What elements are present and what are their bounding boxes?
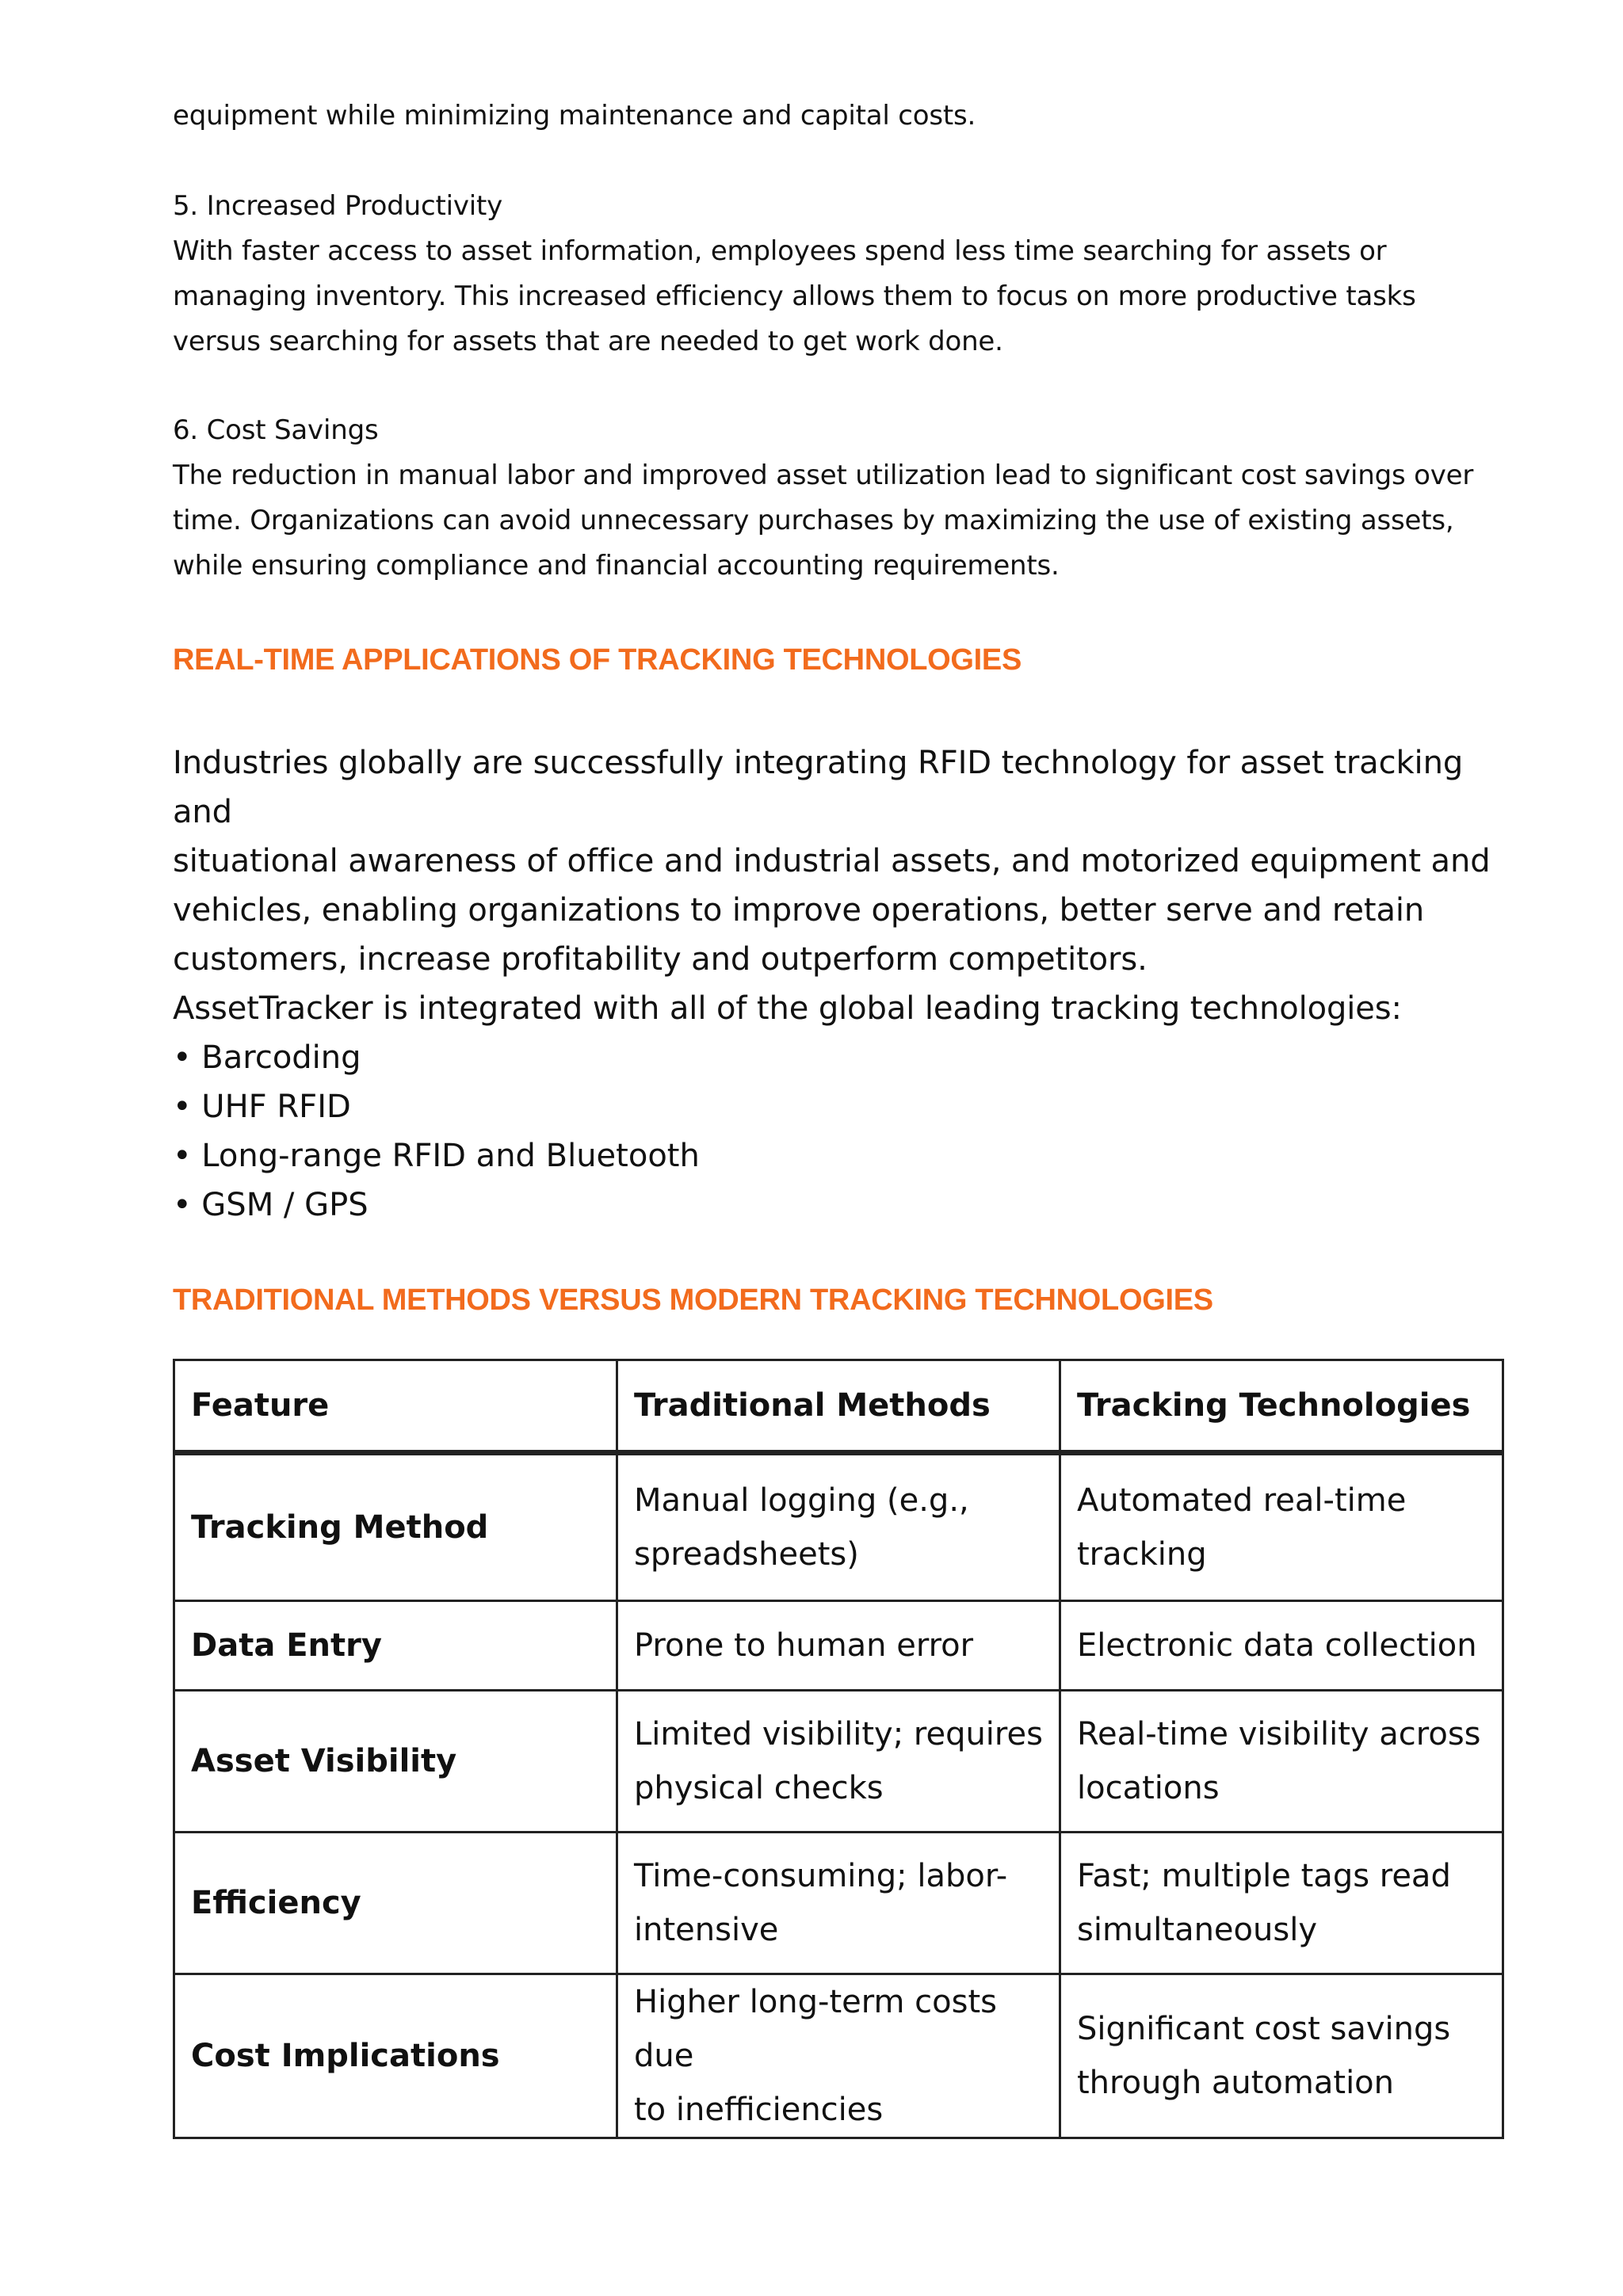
cell-line: Fast; multiple tags read bbox=[1077, 1858, 1451, 1894]
tracking-cell bbox=[1060, 1974, 1503, 2138]
header-tracking-technologies: Tracking Technologies bbox=[1060, 1360, 1503, 1453]
tracking-cell bbox=[1060, 1601, 1503, 1691]
cell-line: through automation bbox=[1077, 2065, 1394, 2101]
traditional-cell bbox=[617, 1974, 1060, 2138]
cell-line: tracking bbox=[1077, 1536, 1207, 1573]
section-line: while ensuring compliance and financial accounting requirements. bbox=[173, 550, 1060, 582]
cell-line: Real-time visibility across bbox=[1077, 1716, 1481, 1753]
assettracker-intro: AssetTracker is integrated with all of the global leading tracking technologies: bbox=[173, 990, 1402, 1027]
cell-line: to inefficiencies bbox=[634, 2092, 884, 2128]
paragraph-line: situational awareness of office and industrial assets, and motorized equipment and bbox=[173, 843, 1491, 879]
feature-cell: Tracking Method bbox=[174, 1453, 617, 1601]
header-feature: Feature bbox=[174, 1360, 617, 1453]
section-line: versus searching for assets that are needed to get work done. bbox=[173, 326, 1003, 357]
tracking-cell bbox=[1060, 1833, 1503, 1974]
header-traditional-methods: Traditional Methods bbox=[617, 1360, 1060, 1453]
feature-cell: Efficiency bbox=[174, 1833, 617, 1974]
technology-item: • Barcoding bbox=[173, 1039, 361, 1076]
technology-list bbox=[173, 1033, 1520, 1230]
section-cost-savings bbox=[173, 408, 1520, 589]
traditional-cell bbox=[617, 1833, 1060, 1974]
table-row bbox=[174, 1974, 1503, 2138]
table-row bbox=[174, 1601, 1503, 1691]
cell-line: locations bbox=[1077, 1770, 1220, 1806]
cell-line: Significant cost savings bbox=[1077, 2011, 1451, 2047]
paragraph-line: Industries globally are successfully integrating RFID technology for asset tracking and bbox=[173, 745, 1464, 830]
cell-line: Electronic data collection bbox=[1077, 1627, 1477, 1664]
assettracker-block bbox=[173, 984, 1520, 1230]
cell-line: spreadsheets) bbox=[634, 1536, 859, 1573]
table-row bbox=[174, 1833, 1503, 1974]
heading-traditional-vs-modern: TRADITIONAL METHODS VERSUS MODERN TRACKING TECHNOLOGIES bbox=[173, 1283, 1213, 1317]
table-header-row bbox=[174, 1360, 1503, 1453]
section-line: With faster access to asset information, employees spend less time searching for assets or bbox=[173, 235, 1387, 267]
section-increased-productivity bbox=[173, 184, 1520, 364]
technology-item: • Long-range RFID and Bluetooth bbox=[173, 1138, 700, 1174]
cell-line: Limited visibility; requires bbox=[634, 1716, 1043, 1753]
section-line: The reduction in manual labor and improved asset utilization lead to significant cost savings over bbox=[173, 460, 1474, 491]
cell-line: Manual logging (e.g., bbox=[634, 1482, 969, 1519]
feature-cell: Cost Implications bbox=[174, 1974, 617, 2138]
traditional-cell bbox=[617, 1691, 1060, 1833]
cell-line: simultaneously bbox=[1077, 1912, 1317, 1948]
cell-line: physical checks bbox=[634, 1770, 884, 1806]
feature-cell: Asset Visibility bbox=[174, 1691, 617, 1833]
comparison-table bbox=[173, 1359, 1504, 2139]
table-row bbox=[174, 1691, 1503, 1833]
technology-item: • GSM / GPS bbox=[173, 1187, 369, 1223]
cell-line: Automated real-time bbox=[1077, 1482, 1407, 1519]
section-title: 5. Increased Productivity bbox=[173, 190, 503, 222]
section-line: managing inventory. This increased efficiency allows them to focus on more productive tasks bbox=[173, 280, 1416, 312]
traditional-cell bbox=[617, 1601, 1060, 1691]
technology-item: • UHF RFID bbox=[173, 1089, 351, 1125]
cell-line: Time-consuming; labor- bbox=[634, 1858, 1008, 1894]
paragraph-line: vehicles, enabling organizations to improve operations, better serve and retain bbox=[173, 892, 1425, 929]
cell-line: Higher long-term costs due bbox=[634, 1984, 998, 2074]
traditional-cell bbox=[617, 1453, 1060, 1601]
tracking-cell bbox=[1060, 1691, 1503, 1833]
cell-line: intensive bbox=[634, 1912, 779, 1948]
intro-text: equipment while minimizing maintenance and capital costs. bbox=[173, 100, 976, 132]
tracking-cell bbox=[1060, 1453, 1503, 1601]
heading-real-time-applications: REAL-TIME APPLICATIONS OF TRACKING TECHNOLOGIES bbox=[173, 643, 1022, 677]
industries-paragraph bbox=[173, 738, 1520, 984]
section-line: time. Organizations can avoid unnecessary purchases by maximizing the use of existing assets, bbox=[173, 505, 1454, 536]
table-row bbox=[174, 1453, 1503, 1601]
paragraph-line: customers, increase profitability and outperform competitors. bbox=[173, 941, 1148, 978]
section-title: 6. Cost Savings bbox=[173, 414, 379, 446]
cell-line: Prone to human error bbox=[634, 1627, 974, 1664]
feature-cell: Data Entry bbox=[174, 1601, 617, 1691]
